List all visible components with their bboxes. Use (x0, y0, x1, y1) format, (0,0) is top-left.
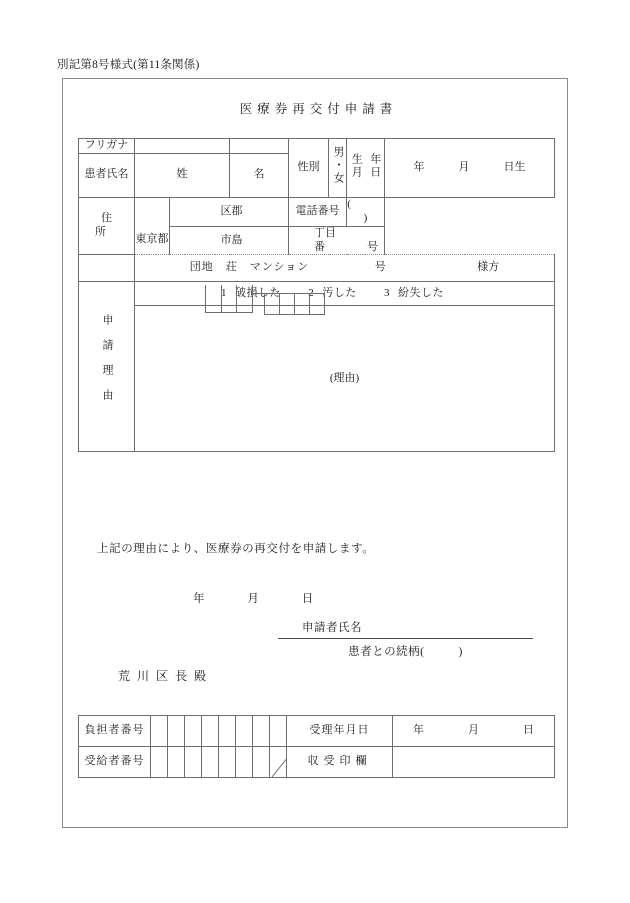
phone-paren-open: ( (347, 198, 351, 210)
relation-field[interactable] (278, 639, 533, 659)
payer-number-cell[interactable] (219, 716, 236, 747)
furigana-row (79, 139, 555, 154)
postal-cell[interactable] (294, 294, 309, 315)
application-date-month: 月 (247, 593, 259, 605)
recipient-number-cell[interactable] (253, 747, 270, 778)
recipient-number-cell[interactable] (151, 747, 168, 778)
address-row-detail (79, 226, 555, 255)
birth-day-label: 日生 (503, 161, 526, 173)
form-outer-frame (62, 78, 568, 828)
building-cell[interactable] (135, 255, 555, 282)
address-label-spacer-cell (79, 255, 135, 282)
chome-ban-gou-cell[interactable] (289, 226, 385, 255)
birth-date-value-cell[interactable] (385, 139, 555, 198)
reason-option-2-num: 2 (308, 286, 315, 299)
recipient-number-row (79, 747, 555, 778)
reason-field-label: (理由) (329, 371, 360, 384)
gender-options-cell[interactable] (329, 139, 347, 198)
applicant-name-field[interactable] (278, 619, 533, 639)
application-date-day: 日 (301, 593, 314, 605)
payer-number-cell[interactable] (185, 716, 202, 747)
payer-number-cell[interactable] (151, 716, 168, 747)
city-town-label: 市島 (220, 233, 243, 246)
recipient-number-label-cell: 受給者番号 (79, 747, 151, 778)
phone-label-cell (289, 197, 347, 226)
furigana-label-cell: フリガナ (79, 139, 135, 154)
city-town-cell[interactable] (170, 226, 289, 255)
payer-number-row (79, 716, 555, 747)
birth-label-cell-2 (365, 139, 385, 198)
relation-close-paren: ) (458, 646, 463, 658)
application-date-line[interactable] (193, 590, 313, 606)
given-input-cell[interactable] (230, 153, 289, 197)
patient-name-label-cell: 患者氏名 (79, 153, 135, 197)
gender-label-cell (289, 139, 329, 198)
diagonal-slash-icon (270, 747, 287, 777)
recipient-number-cell[interactable] (236, 747, 253, 778)
postal-cell[interactable] (279, 294, 294, 315)
reason-label-text: 申請理由 (101, 314, 113, 415)
care-of-label: 様方 (477, 261, 500, 274)
postal-cell[interactable] (309, 294, 325, 315)
gender-options-text: 男・女 (332, 146, 344, 185)
address-row-postal (79, 197, 555, 226)
payer-number-label-cell: 負担者番号 (79, 716, 151, 747)
given-label: 名 (253, 168, 265, 181)
form-code-label: 別記第8号様式(第11条関係) (57, 59, 200, 71)
reason-freetext-cell[interactable] (135, 306, 555, 452)
birth-label-text-2: 年日 (368, 152, 381, 179)
address-label-text: 住所 (95, 212, 124, 238)
reason-label-cell (79, 282, 135, 452)
reason-option-3-text: 紛失した (398, 286, 444, 299)
surname-input-cell[interactable] (135, 153, 230, 197)
reason-option-1-text: 破損した (235, 286, 281, 299)
phone-label-text: 電話番号 (295, 204, 340, 217)
reason-option-3-num: 3 (384, 286, 390, 299)
receipt-stamp-label-cell: 収受印欄 (287, 747, 393, 778)
postal-cell[interactable] (205, 285, 221, 313)
payer-number-cell[interactable] (270, 716, 287, 747)
postal-cell[interactable] (221, 285, 237, 313)
prefecture-label: 東京都 (135, 233, 169, 246)
relation-label: 患者との続柄( (348, 646, 425, 658)
ward-county-cell (170, 197, 289, 226)
birth-label-text-1: 生月 (350, 152, 363, 179)
receipt-date-month: 月 (468, 724, 479, 737)
applicant-name-label: 申請者氏名 (302, 622, 362, 634)
building-types-label: 団地 荘 マンション (189, 261, 310, 274)
ban-label: 番 (314, 240, 325, 253)
reason-text-row (79, 306, 555, 452)
application-statement: 上記の理由により、医療券の再交付を申請します。 (97, 543, 375, 555)
receipt-stamp-area-cell[interactable] (393, 747, 555, 778)
gou-label: 号 (367, 240, 378, 253)
chome-label: 丁目 (314, 226, 336, 239)
birth-year-label: 年 (413, 161, 425, 173)
reason-option-1-num: 1 (221, 286, 227, 299)
address-row-building (79, 255, 555, 282)
recipient-number-cell[interactable] (219, 747, 236, 778)
ward-county-label: 区郡 (220, 204, 243, 217)
recipient-number-cell[interactable] (185, 747, 202, 778)
address-label-cell (79, 197, 135, 255)
furigana-surname-cell[interactable] (135, 139, 230, 154)
page-title: 医療券再交付申請書 (239, 102, 398, 116)
recipient-number-cell[interactable] (168, 747, 185, 778)
recipient-number-cell-with-slash[interactable] (270, 747, 287, 778)
birth-label-cell-1 (347, 139, 365, 198)
gender-label-text: 性別 (297, 161, 320, 173)
surname-label: 姓 (176, 168, 188, 181)
reason-option-3[interactable] (384, 287, 444, 299)
postal-code-area-cell[interactable] (135, 197, 170, 226)
phone-paren-close: ) (363, 211, 368, 224)
postal-cell[interactable] (264, 294, 279, 315)
phone-value-cell[interactable] (347, 197, 385, 226)
recipient-number-cell[interactable] (202, 747, 219, 778)
application-date-year: 年 (193, 593, 205, 605)
receipt-date-value-cell[interactable] (393, 716, 555, 747)
reason-options-cell[interactable] (135, 282, 555, 306)
payer-number-cell[interactable] (253, 716, 270, 747)
receipt-date-day: 日 (523, 724, 534, 737)
postal-code-right-group[interactable] (264, 293, 325, 315)
postal-code-boxes[interactable] (205, 285, 325, 315)
receipt-date-year: 年 (413, 724, 424, 737)
furigana-given-cell[interactable] (230, 139, 289, 154)
payer-number-cell[interactable] (168, 716, 185, 747)
building-number-label: 号 (374, 261, 386, 274)
postal-cell[interactable] (236, 285, 253, 313)
payer-number-cell[interactable] (236, 716, 253, 747)
birth-date-ymd (414, 161, 526, 173)
applicant-block (278, 619, 533, 659)
postal-code-left-group[interactable] (205, 285, 253, 313)
reason-option-2-text: 汚した (322, 286, 357, 299)
office-use-table (78, 715, 555, 778)
receipt-date-label-cell: 受理年月日 (287, 716, 393, 747)
prefecture-cell[interactable] (135, 226, 170, 255)
payer-number-cell[interactable] (202, 716, 219, 747)
birth-month-label: 月 (458, 161, 470, 173)
addressee-label: 荒川区長殿 (118, 669, 214, 683)
